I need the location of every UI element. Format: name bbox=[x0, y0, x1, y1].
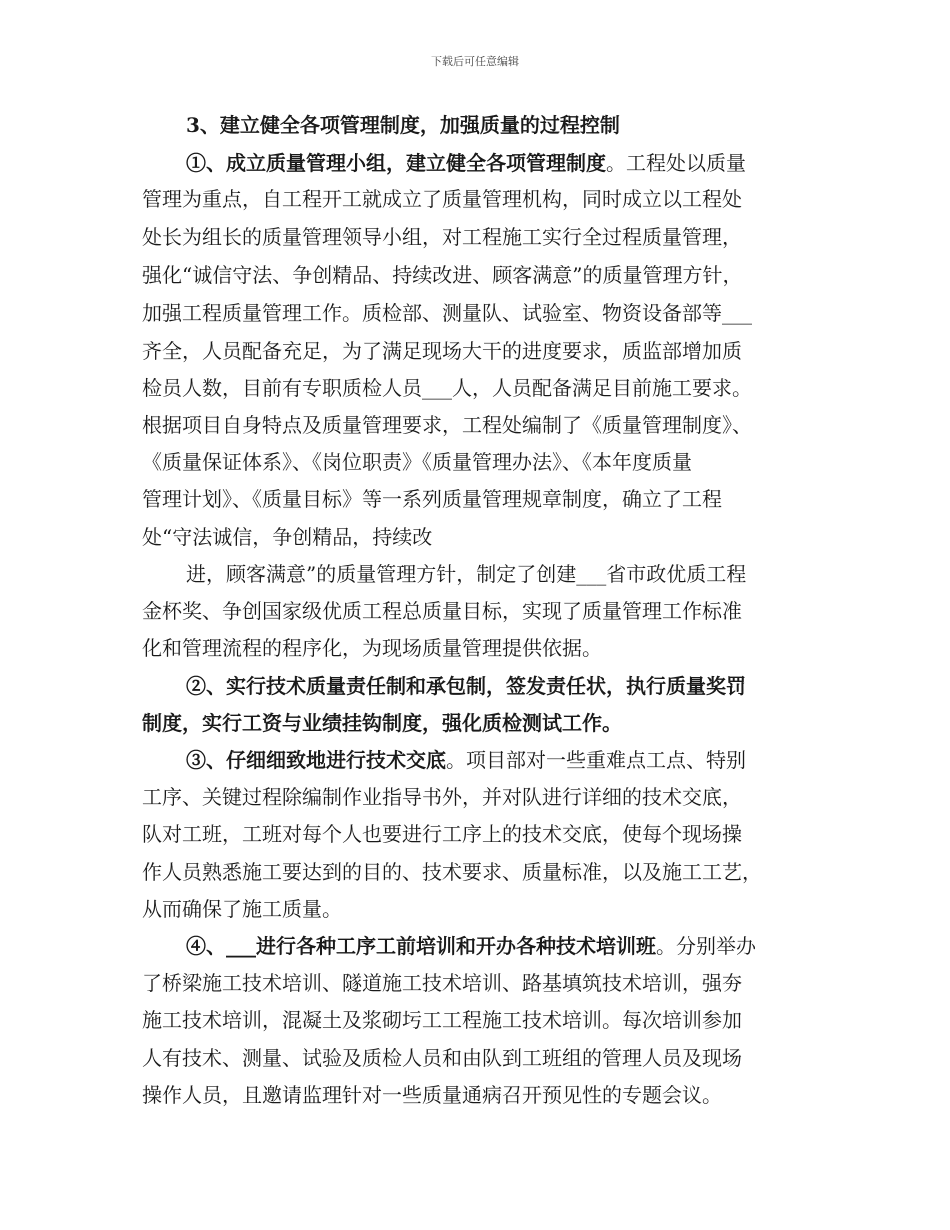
page-header: 下载后可任意编辑 bbox=[431, 55, 519, 68]
paragraph-3-line: 作人员熟悉施工要达到的目的、技术要求、质量标准，以及施工工艺， bbox=[142, 860, 762, 884]
paragraph-1-line: 处长为组长的质量管理领导小组，对工程施工实行全过程质量管理， bbox=[142, 225, 742, 249]
paragraph-1-line: 管理计划》、《质量目标》等一系列质量管理规章制度，确立了工程 bbox=[142, 487, 722, 511]
paragraph-1-line bbox=[186, 150, 746, 176]
paragraph-2-line: 制度，实行工资与业绩挂钩制度，强化质检测试工作。 bbox=[142, 711, 622, 735]
paragraph-1-lead: ①、成立质量管理小组，建立健全各项管理制度 bbox=[186, 151, 606, 175]
paragraph-4-line: 人有技术、测量、试验及质检人员和由队到工班组的管理人员及现场 bbox=[142, 1046, 742, 1070]
paragraph-1-line: 根据项目自身特点及质量管理要求，工程处编制了《质量管理制度》、 bbox=[142, 413, 752, 437]
paragraph-1-text: 。工程处以质量 bbox=[606, 151, 746, 175]
paragraph-1-line: 进，顾客满意”的质量管理方针，制定了创建___省市政优质工程 bbox=[186, 562, 747, 586]
paragraph-3-lead: ③、仔细细致地进行技术交底 bbox=[186, 748, 446, 772]
paragraph-3-line bbox=[186, 747, 746, 773]
paragraph-3-line: 工序、关键过程除编制作业指导书外，并对队进行详细的技术交底， bbox=[142, 785, 742, 809]
paragraph-1-line: 金杯奖、争创国家级优质工程总质量目标，实现了质量管理工作标准 bbox=[142, 599, 742, 623]
paragraph-1-line: 处“守法诚信，争创精品，持续改 bbox=[142, 525, 433, 549]
paragraph-1-line: 《质量保证体系》、《岗位职责》《质量管理办法》、《本年度质量 bbox=[142, 450, 692, 474]
paragraph-1-line: 检员人数，目前有专职质检人员___人，人员配备满足目前施工要求。 bbox=[142, 376, 752, 400]
paragraph-3-line: 从而确保了施工质量。 bbox=[142, 897, 342, 921]
paragraph-4-line: 操作人员，且邀请监理针对一些质量通病召开预见性的专题会议。 bbox=[142, 1083, 722, 1107]
paragraph-1-line: 齐全，人员配备充足，为了满足现场大干的进度要求，质监部增加质 bbox=[142, 339, 742, 363]
paragraph-4-line: 施工技术培训，混凝土及浆砌圬工工程施工技术培训。每次培训参加 bbox=[142, 1008, 742, 1032]
paragraph-4-line bbox=[186, 933, 756, 959]
paragraph-4-text: 。分别举办 bbox=[656, 934, 756, 958]
paragraph-1-line: 强化“诚信守法、争创精品、持续改进、顾客满意”的质量管理方针， bbox=[142, 263, 743, 287]
paragraph-1-line: 加强工程质量管理工作。质检部、测量队、试验室、物资设备部等___ bbox=[142, 301, 752, 325]
paragraph-1-line: 化和管理流程的程序化，为现场质量管理提供依据。 bbox=[142, 636, 602, 660]
paragraph-1-line: 管理为重点，自工程开工就成立了质量管理机构，同时成立以工程处 bbox=[142, 187, 742, 211]
paragraph-3-line: 队对工班，工班对每个人也要进行工序上的技术交底，使每个现场操 bbox=[142, 822, 742, 846]
paragraph-3-text: 。项目部对一些重难点工点、特别 bbox=[446, 748, 746, 772]
paragraph-2-line: ②、实行技术质量责任制和承包制，签发责任状，执行质量奖罚 bbox=[186, 674, 746, 698]
paragraph-4-lead: ④、___进行各种工序工前培训和开办各种技术培训班 bbox=[186, 934, 656, 958]
paragraph-4-line: 了桥梁施工技术培训、隧道施工技术培训、路基填筑技术培训，强夯 bbox=[142, 971, 742, 995]
section-heading: 3、建立健全各项管理制度，加强质量的过程控制 bbox=[186, 113, 620, 137]
